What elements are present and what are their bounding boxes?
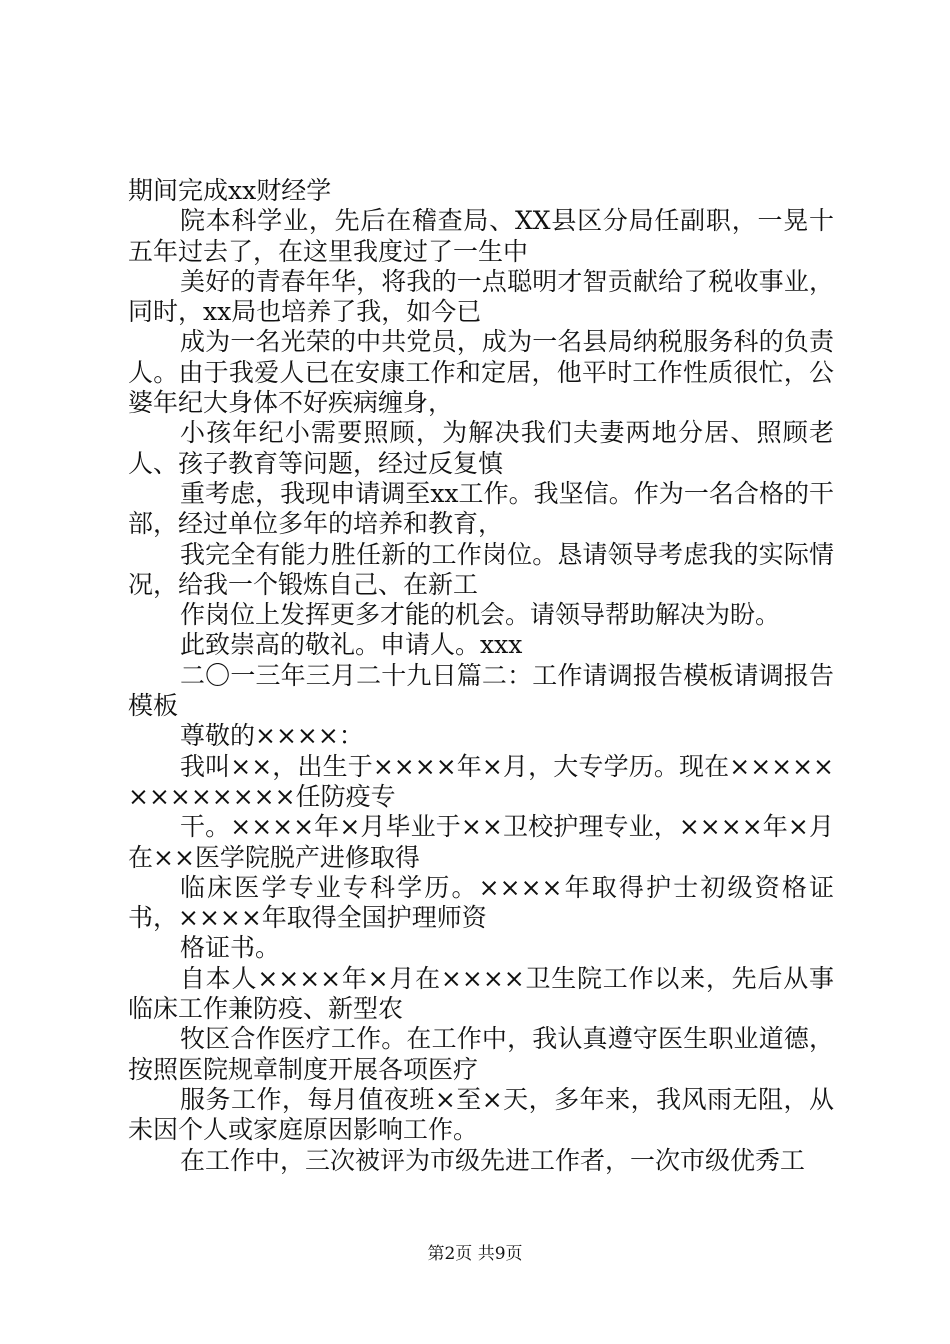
paragraph: 我叫××，出生于××××年×月，大专学历。现在×××××××××××××任防疫专 xyxy=(128,751,834,811)
paragraph: 重考虑，我现申请调至xx工作。我坚信。作为一名合格的干部，经过单位多年的培养和教育， xyxy=(128,478,834,539)
paragraph: 院本科学业，先后在稽查局、XX县区分局任副职，一晃十五年过去了，在这里我度过了一生中 xyxy=(128,206,834,266)
paragraph: 自本人××××年×月在××××卫生院工作以来，先后从事临床工作兼防疫、新型农 xyxy=(128,963,834,1024)
paragraph: 临床医学专业专科学历。××××年取得护士初级资格证书，××××年取得全国护理师资 xyxy=(128,872,834,933)
paragraph: 作岗位上发挥更多才能的机会。请领导帮助解决为盼。 xyxy=(180,600,781,630)
paragraph: 牧区合作医疗工作。在工作中，我认真遵守医生职业道德，按照医院规章制度开展各项医疗 xyxy=(128,1024,834,1084)
paragraph: 成为一名光荣的中共党员，成为一名县局纳税服务科的负责人。由于我爱人已在安康工作和定居，他平时工作性质很忙，公婆年纪大身体不好疾病缠身， xyxy=(128,327,834,418)
page-number-footer: 第2页 共9页 xyxy=(427,1244,523,1264)
paragraph: 美好的青春年华，将我的一点聪明才智贡献给了税收事业，同时，xx局也培养了我，如今已 xyxy=(128,266,834,327)
paragraph: 我完全有能力胜任新的工作岗位。恳请领导考虑我的实际情况，给我一个锻炼自己、在新工 xyxy=(128,539,834,599)
paragraph: 在工作中，三次被评为市级先进工作者，一次市级优秀工 xyxy=(180,1145,806,1175)
paragraph: 期间完成xx财经学 xyxy=(128,176,332,205)
paragraph: 小孩年纪小需要照顾，为解决我们夫妻两地分居、照顾老人、孩子教育等问题，经过反复慎 xyxy=(128,418,834,478)
paragraph: 干。××××年×月毕业于××卫校护理专业，××××年×月在××医学院脱产进修取得 xyxy=(128,812,834,872)
paragraph: 尊敬的××××： xyxy=(180,721,364,751)
paragraph: 服务工作，每月值夜班×至×天，多年来，我风雨无阻，从未因个人或家庭原因影响工作。 xyxy=(128,1084,834,1145)
document-body xyxy=(128,176,834,1176)
paragraph: 此致崇高的敬礼。申请人。xxx xyxy=(180,630,523,660)
paragraph: 格证书。 xyxy=(180,933,281,963)
paragraph: 二〇一三年三月二十九日篇二：工作请调报告模板请调报告模板 xyxy=(128,660,834,721)
